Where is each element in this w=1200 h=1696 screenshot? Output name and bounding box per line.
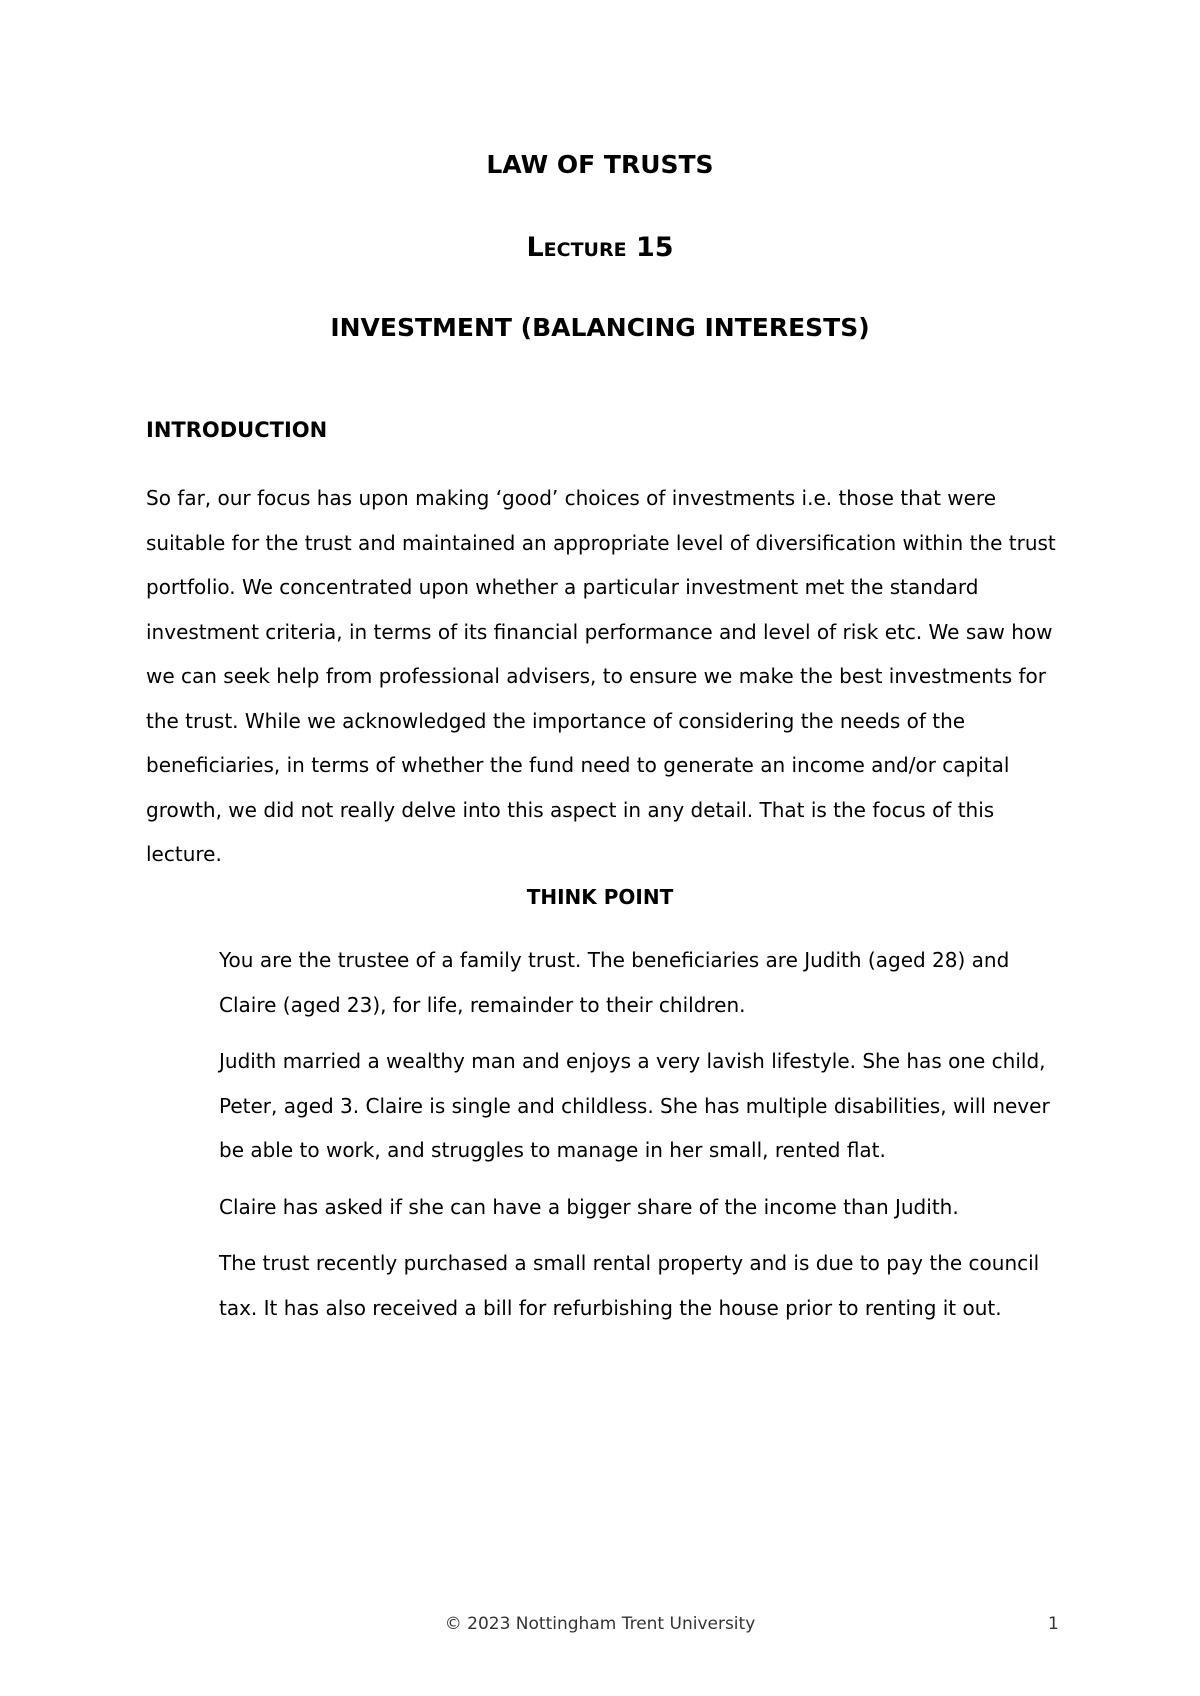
lecture-title: Lecture 15 <box>526 232 674 263</box>
think-point-paragraph: The trust recently purchased a small rental property and is due to pay the council tax. It has also received a bill for refurbishing the house prior to renting it out. <box>219 1251 1040 1320</box>
think-point-paragraph: Claire has asked if she can have a bigger share of the income than Judith. <box>219 1194 959 1219</box>
introduction-paragraph: So far, our focus has upon making ‘good’ choices of investments i.e. those that were suitable for the trust and maintained an appropriate level of diversification within the trust portfolio. We concentrated upon whether a particular investment met the standard investment criteria, in terms of its financial performance and level of risk etc. We saw how we can seek help from professional advisers, to ensure we make the best investments for the trust. While we acknowledged the importance of considering the needs of the beneficiaries, in terms of whether the fund need to generate an income and/or capital growth, we did not really delve into this aspect in any detail. That is the focus of this lecture. <box>146 486 1056 866</box>
think-point-heading: THINK POINT <box>526 885 674 909</box>
document-title: LAW OF TRUSTS <box>486 150 714 179</box>
introduction-heading: INTRODUCTION <box>146 418 328 442</box>
think-point-paragraph: You are the trustee of a family trust. The beneficiaries are Judith (aged 28) and Claire (aged 23), for life, remainder to their children. <box>219 948 1010 1017</box>
think-point-paragraph: Judith married a wealthy man and enjoys a very lavish lifestyle. She has one child, Peter, aged 3. Claire is single and childless. She has multiple disabilities, will never be able to work, and struggles to manage in her small, rented flat. <box>219 1049 1050 1162</box>
think-point-body <box>219 938 1069 1342</box>
page-number: 1 <box>1048 1614 1059 1634</box>
footer-copyright: © 2023 Nottingham Trent University <box>444 1614 756 1634</box>
topic-title: INVESTMENT (BALANCING INTERESTS) <box>330 313 870 342</box>
